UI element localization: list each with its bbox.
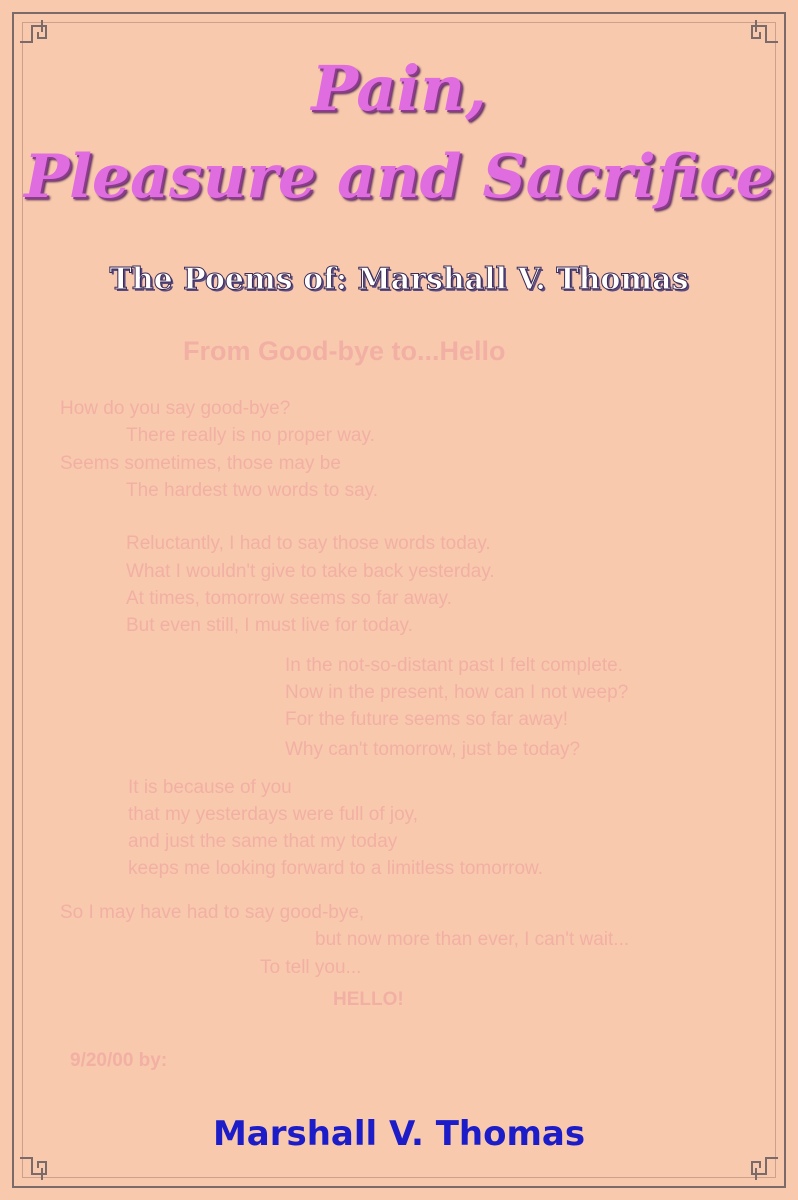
poem-line: that my yesterdays were full of joy, xyxy=(128,804,419,825)
poem-line: keeps me looking forward to a limitless tomorrow. xyxy=(128,858,543,879)
poem-line: What I wouldn't give to take back yesterday. xyxy=(126,561,495,582)
poem-line: But even still, I must live for today. xyxy=(126,615,413,636)
poem-line: At times, tomorrow seems so far away. xyxy=(126,588,452,609)
poem-line: There really is no proper way. xyxy=(126,425,375,446)
poem-hello-line: HELLO! xyxy=(333,989,404,1010)
poem-line: So I may have had to say good-bye, xyxy=(60,902,365,923)
poem-line: and just the same that my today xyxy=(128,831,398,852)
poem-title: From Good-bye to...Hello xyxy=(183,336,506,366)
poem-line: In the not-so-distant past I felt complete. xyxy=(285,655,623,676)
book-subtitle: The Poems of: Marshall V. Thomas xyxy=(109,262,689,297)
poem-line: To tell you... xyxy=(260,957,362,978)
poem-line: Seems sometimes, those may be xyxy=(60,453,341,474)
book-title-line-1: Pain, xyxy=(311,52,487,125)
poem-line: Now in the present, how can I not weep? xyxy=(285,682,629,703)
poem-line: Why can't tomorrow, just be today? xyxy=(285,739,581,760)
poem-line: How do you say good-bye? xyxy=(60,398,291,419)
poem-line: It is because of you xyxy=(128,777,292,798)
poem-line: but now more than ever, I can't wait... xyxy=(315,929,630,950)
book-title-line-2: Pleasure and Sacrifice xyxy=(24,142,774,212)
poem-line: Reluctantly, I had to say those words today. xyxy=(126,533,491,554)
author-name: Marshall V. Thomas xyxy=(212,1114,586,1154)
poem-line: For the future seems so far away! xyxy=(285,709,569,730)
poem-line: The hardest two words to say. xyxy=(126,480,379,501)
poem-date-line: 9/20/00 by: xyxy=(70,1050,168,1071)
